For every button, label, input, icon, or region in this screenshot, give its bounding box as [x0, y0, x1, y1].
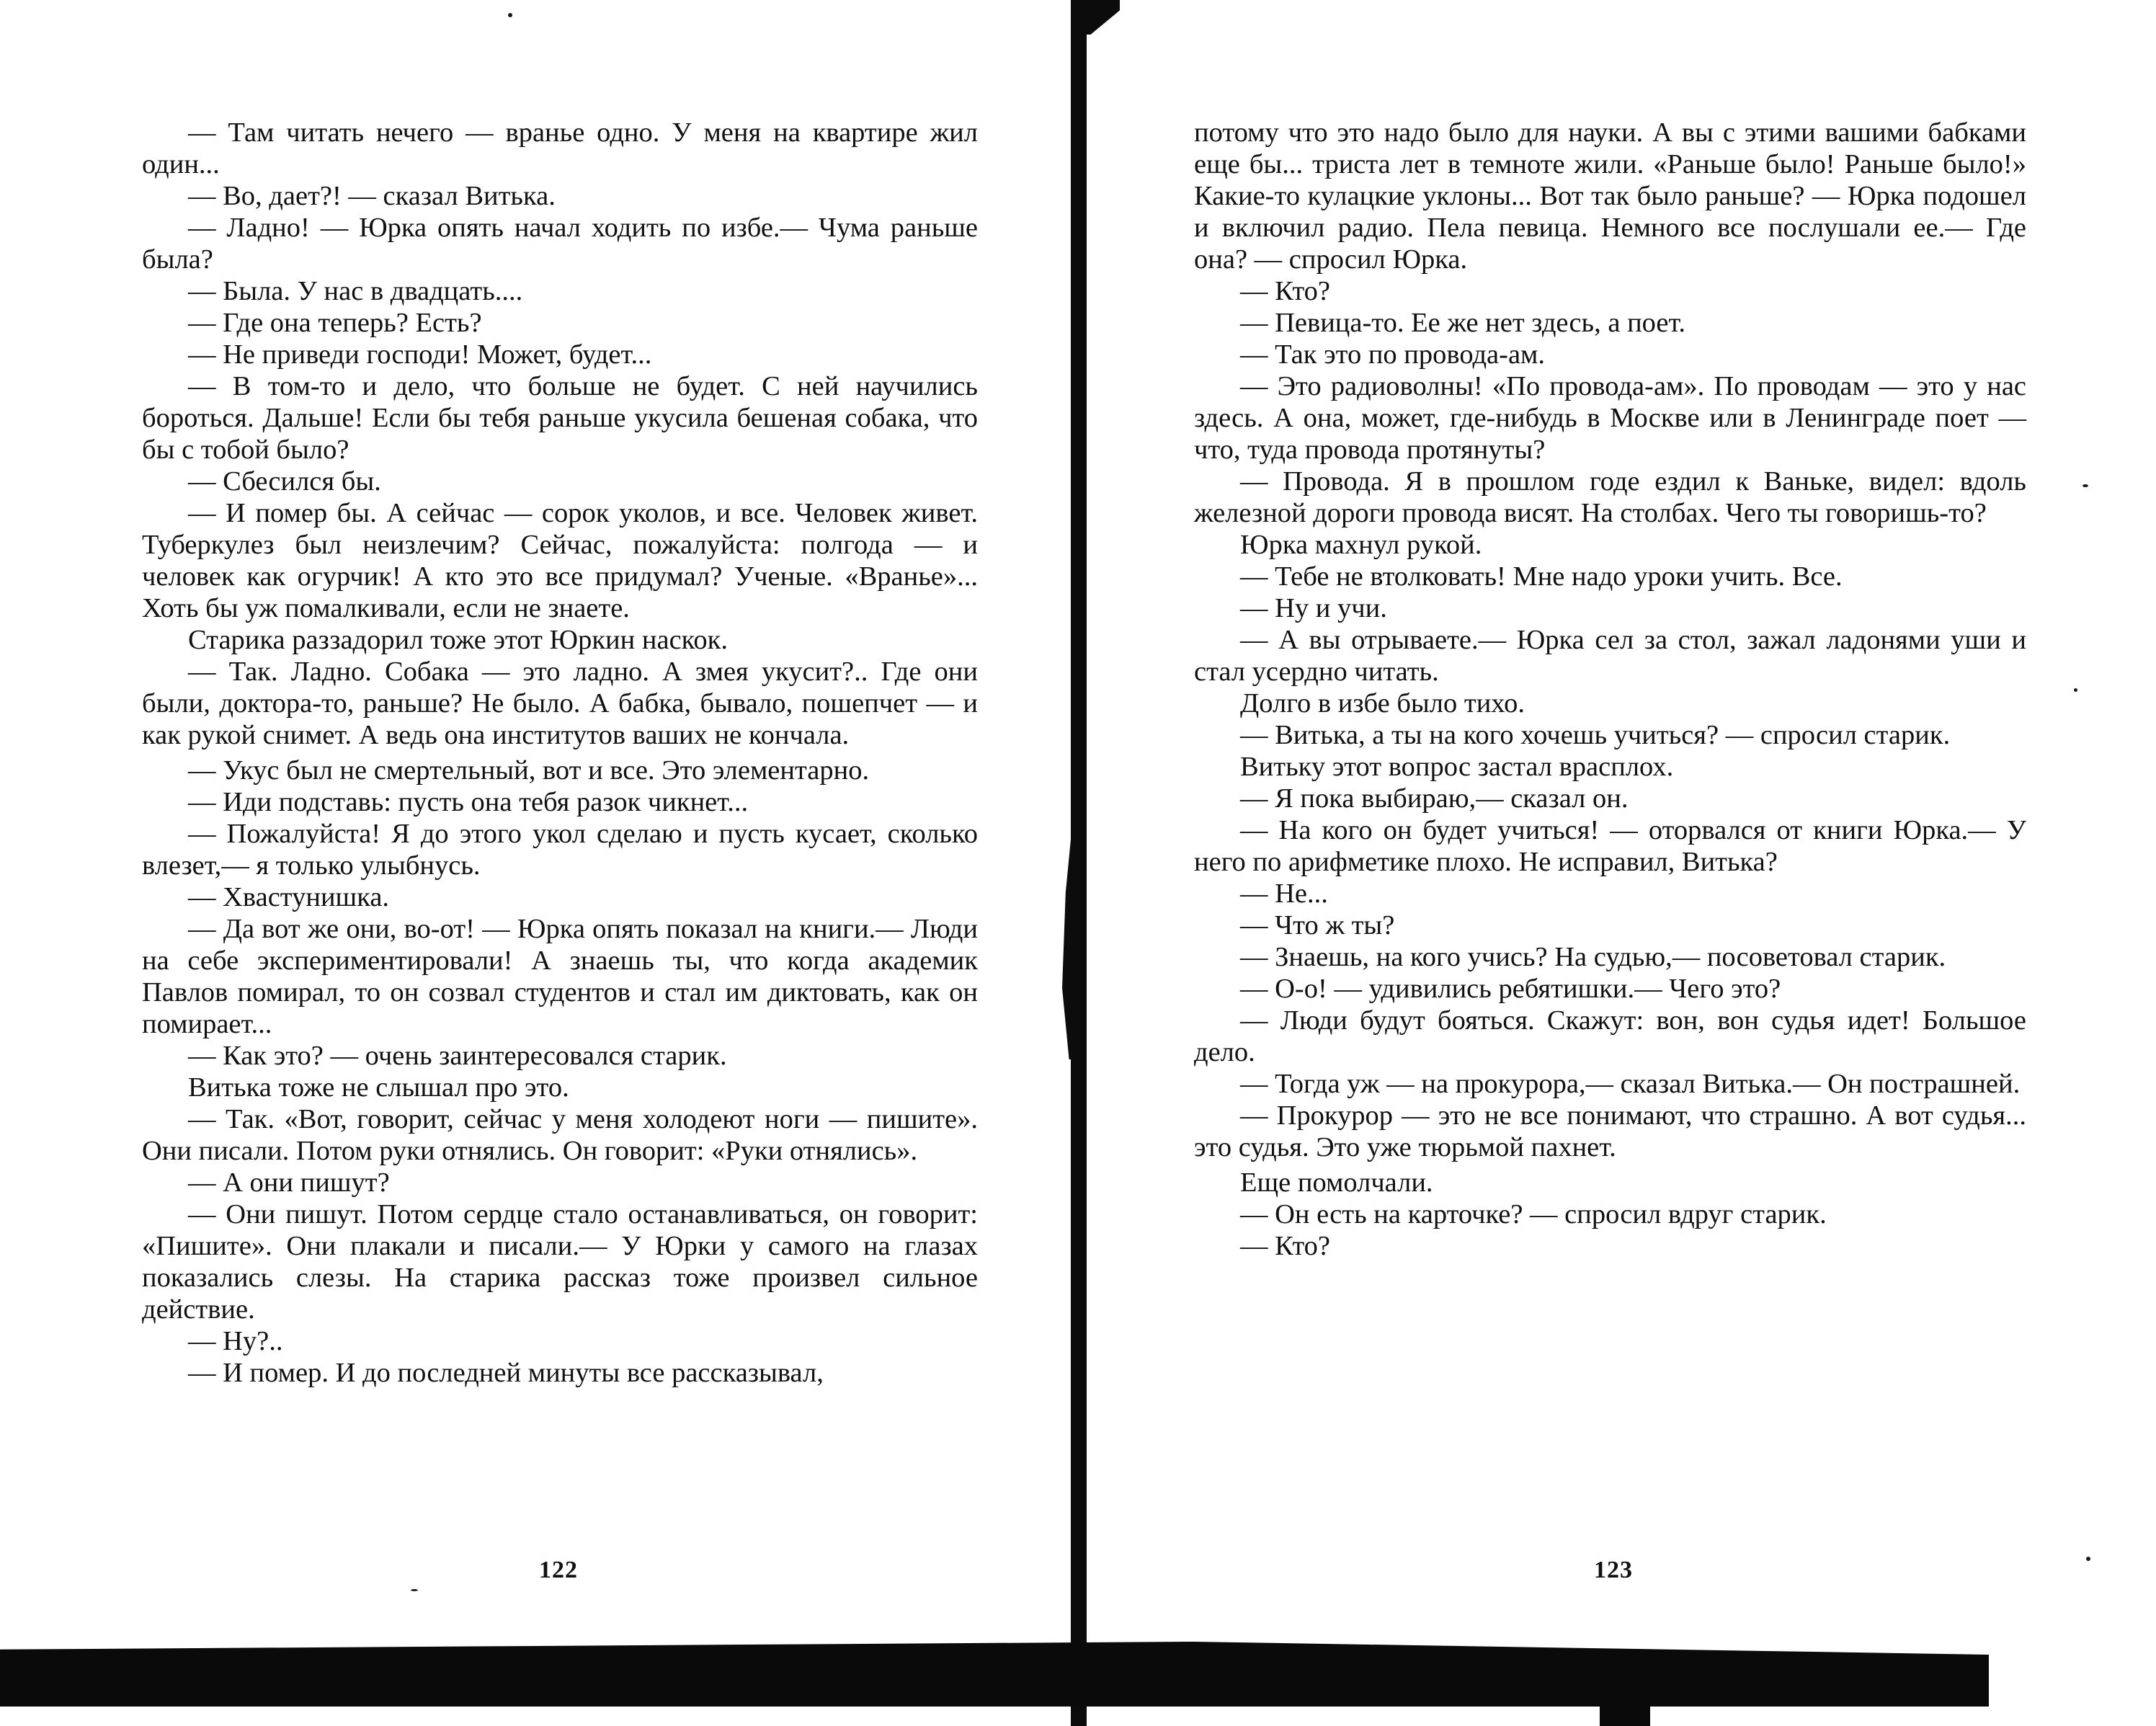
- paragraph: — Певица-то. Ее же нет здесь, а поет.: [1240, 308, 1686, 338]
- paragraph: — Сбесился бы.: [188, 466, 381, 497]
- paragraph: — В том-то и дело, что больше не будет. С ней научились бороться. Дальше! Если бы тебя раньше укусила бешеная собака, что бы с тобой было?: [142, 371, 978, 465]
- paragraph: — И помер бы. А сейчас — сорок уколов, и все. Человек живет. Туберкулез был неизлечим? Сейчас, пожалуйста: полгода — и человек как огурчик! А кто это все придумал? Ученые. «Вранье»... Хоть бы уж помалкивали, если не знаете.: [142, 498, 978, 623]
- scan-speck: [2086, 1557, 2090, 1561]
- paragraph: Витьку этот вопрос застал врасплох.: [1240, 752, 1674, 782]
- paragraph: — Укус был не смертельный, вот и все. Это элементарно.: [188, 755, 870, 786]
- page-number: 123: [1594, 1557, 1633, 1583]
- paragraph: — Так. Ладно. Собака — это ладно. А змея укусит?.. Где они были, доктора-то, раньше? Не было. А бабка, бывало, пошепчет — и как рукой снимет. А ведь она институтов ваших не кончала.: [142, 657, 978, 750]
- scan-edge-shadow: [0, 1642, 1989, 1707]
- paragraph: — Так. «Вот, говорит, сейчас у меня холодеют ноги — пишите». Они писали. Потом руки отнялись. Он говорит: «Руки отнялись».: [142, 1104, 978, 1166]
- paragraph: — А они пишут?: [188, 1167, 390, 1198]
- paragraph: Долго в избе было тихо.: [1240, 688, 1525, 719]
- paragraph: Юрка махнул рукой.: [1240, 530, 1482, 560]
- paragraph: — Не приведи господи! Может, будет...: [188, 339, 652, 370]
- paragraph: — Во, дает?! — сказал Витька.: [188, 181, 556, 211]
- paragraph: — Провода. Я в прошлом годе ездил к Ваньке, видел: вдоль железной дороги провода висят. На столбах. Чего ты говоришь-то?: [1194, 466, 2026, 528]
- right-page: [1081, 0, 2156, 1726]
- paragraph: — Тебе не втолковать! Мне надо уроки учить. Все.: [1240, 561, 1843, 592]
- paragraph: — На кого он будет учиться! — оторвался от книги Юрка.— У него по арифметике плохо. Не исправил, Витька?: [1194, 815, 2026, 877]
- paragraph: — Кто?: [1240, 1231, 1330, 1261]
- paragraph: — Пожалуйста! Я до этого укол сделаю и пусть кусает, сколько влезет,— я только улыбнусь.: [142, 819, 978, 881]
- paragraph: — Иди подставь: пусть она тебя разок чикнет...: [188, 787, 749, 817]
- paragraph: — Это радиоволны! «По провода-ам». По проводам — это у нас здесь. А она, может, где-нибудь в Москве или в Ленинграде поет — что, туда провода протянуты?: [1194, 371, 2026, 465]
- paragraph: — Хвастунишка.: [188, 882, 390, 912]
- paragraph: — Там читать нечего — вранье одно. У меня на квартире жил один...: [142, 117, 978, 179]
- scan-speck: [2074, 688, 2077, 692]
- paragraph: — Кто?: [1240, 276, 1330, 306]
- paragraph: — Где она теперь? Есть?: [188, 308, 482, 338]
- paragraph: — Прокурор — это не все понимают, что страшно. А вот судья... это судья. Это уже тюрьмой пахнет.: [1194, 1100, 2026, 1162]
- paragraph: — Ну?..: [188, 1326, 283, 1356]
- paragraph: — Я пока выбираю,— сказал он.: [1240, 783, 1629, 814]
- scan-edge-shadow-bump: [1600, 1686, 1650, 1726]
- paragraph: потому что это надо было для науки. А вы с этими вашими бабками еще бы... триста лет в темноте жили. «Раньше было! Раньше было!» Какие-то кулацкие уклоны... Вот так было раньше? — Юрка подошел и включил радио. Пела певица. Немного все послушали ее.— Где она? — спросил Юрка.: [1194, 117, 2026, 275]
- left-page-text: [142, 117, 978, 1389]
- paragraph: Старика раззадорил тоже этот Юркин наскок.: [188, 625, 729, 655]
- paragraph: — Так это по провода-ам.: [1240, 339, 1546, 370]
- paragraph: — Была. У нас в двадцать....: [188, 276, 523, 306]
- scan-speck: [411, 1589, 418, 1591]
- paragraph: — Как это? — очень заинтересовался старик.: [188, 1041, 727, 1071]
- paragraph: — Ну и учи.: [1240, 593, 1387, 623]
- paragraph: — Он есть на карточке? — спросил вдруг старик.: [1240, 1199, 1827, 1229]
- paragraph: — Витька, а ты на кого хочешь учиться? — спросил старик.: [1240, 720, 1951, 750]
- paragraph: — И помер. И до последней минуты все рассказывал,: [188, 1358, 824, 1388]
- paragraph: — Что ж ты?: [1240, 910, 1395, 940]
- page-number: 122: [539, 1557, 578, 1583]
- paragraph: — А вы отрываете.— Юрка сел за стол, зажал ладонями уши и стал усердно читать.: [1194, 625, 2026, 687]
- paragraph: Еще помолчали.: [1240, 1167, 1433, 1198]
- scan-speck: [508, 13, 512, 17]
- paragraph: Витька тоже не слышал про это.: [188, 1072, 569, 1103]
- paragraph: — Тогда уж — на прокурора,— сказал Витька.— Он пострашней.: [1240, 1069, 2021, 1099]
- paragraph: — Они пишут. Потом сердце стало останавливаться, он говорит: «Пишите». Они плакали и писали.— У Юрки у самого на глазах показались слезы. На старика рассказ тоже произвел сильное действие.: [142, 1199, 978, 1325]
- paragraph: — Знаешь, на кого учись? На судью,— посоветовал старик.: [1240, 942, 1946, 972]
- paragraph: — Да вот же они, во-от! — Юрка опять показал на книги.— Люди на себе экспериментировали! А знаешь ты, что когда академик Павлов помирал, то он созвал студентов и стал им диктовать, как он помирает...: [142, 914, 978, 1039]
- paragraph: — О-о! — удивились ребятишки.— Чего это?: [1240, 974, 1781, 1004]
- scan-speck: [2082, 484, 2088, 487]
- paragraph: — Не...: [1240, 878, 1328, 909]
- paragraph: — Ладно! — Юрка опять начал ходить по избе.— Чума раньше была?: [142, 213, 978, 275]
- paragraph: — Люди будут бояться. Скажут: вон, вон судья идет! Большое дело.: [1194, 1005, 2026, 1067]
- right-page-text: [1194, 117, 2026, 1262]
